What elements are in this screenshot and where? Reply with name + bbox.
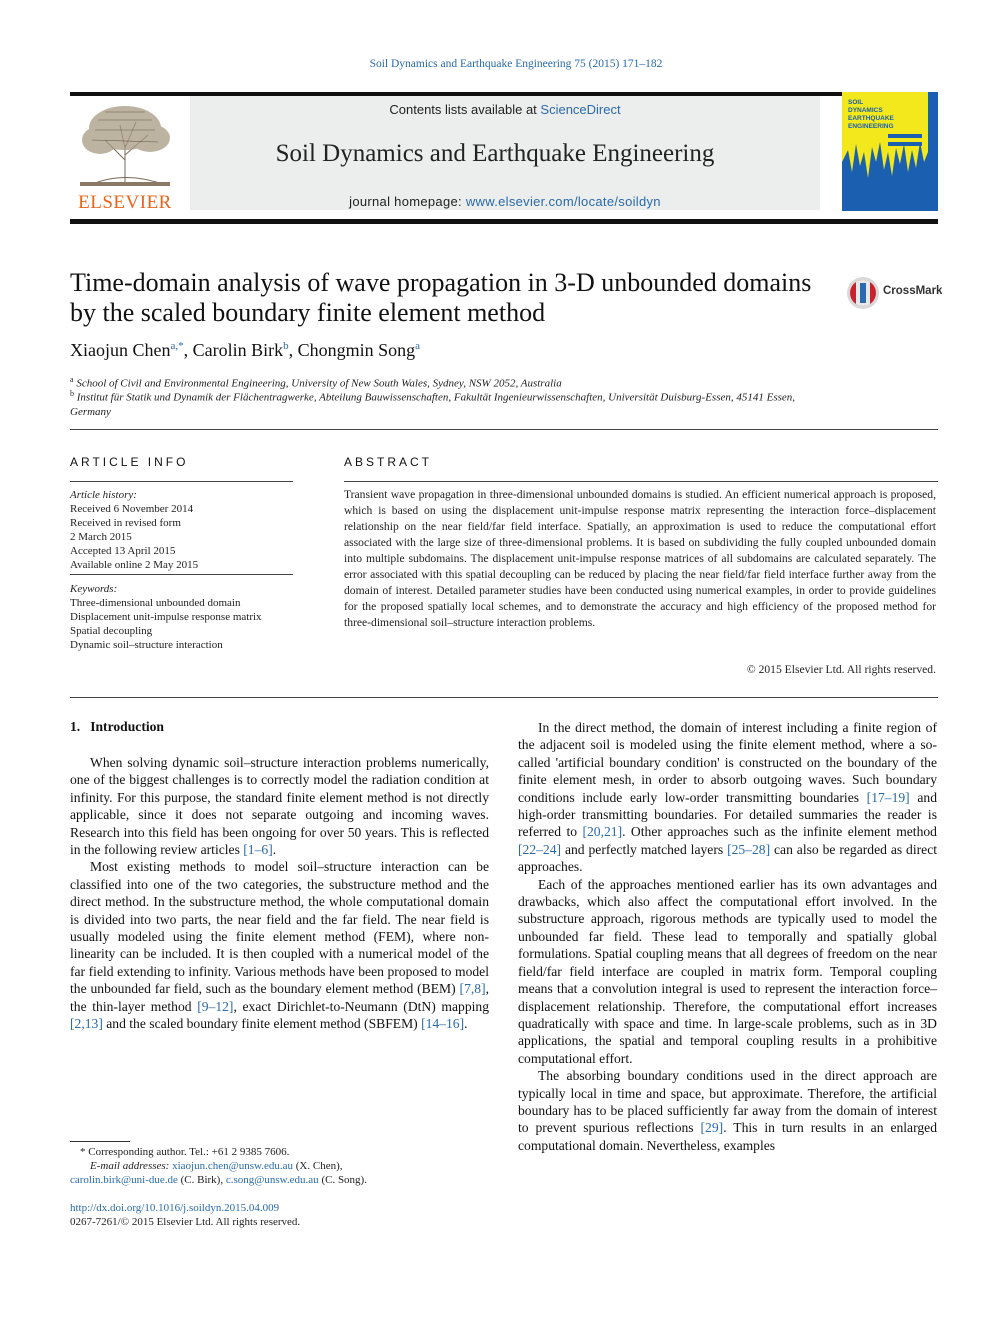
citation-link[interactable]: [1–6] — [243, 842, 273, 858]
sciencedirect-link[interactable]: ScienceDirect — [540, 102, 621, 117]
paragraph — [518, 719, 937, 876]
text-run: can also be regarded as direct approaches. — [518, 841, 937, 875]
journal-title: Soil Dynamics and Earthquake Engineering — [275, 140, 715, 167]
author-name: Chongmin Song — [297, 340, 416, 360]
author-name: Carolin Birk — [192, 340, 284, 360]
article-info-heading: ARTICLE INFO — [70, 455, 189, 469]
right-column — [518, 719, 937, 1154]
contents-line — [190, 102, 820, 117]
email-owner: (C. Song). — [318, 1174, 367, 1186]
affil-text: School of Civil and Environmental Engineering, University of New South Wales, Sydney, NSW 2052, Australia — [76, 377, 562, 390]
author-name: Xiaojun Chen — [70, 340, 171, 360]
article-title: Time-domain analysis of wave propagation in 3-D unbounded domains by the scaled boundary finite element method — [70, 268, 812, 327]
article-history — [70, 488, 300, 572]
text-run: . — [272, 842, 277, 858]
cover-line1: SOIL — [848, 99, 864, 106]
cover-line4: ENGINEERING — [848, 123, 894, 130]
doi-link[interactable]: http://dx.doi.org/10.1016/j.soildyn.2015.04.009 — [70, 1202, 280, 1214]
divider — [70, 697, 938, 698]
crossmark-button[interactable] — [846, 276, 942, 310]
email-link[interactable]: xiaojun.chen@unsw.edu.au — [172, 1160, 294, 1172]
cover-line3: EARTHQUAKE — [848, 115, 894, 122]
history-label: Article history: — [70, 489, 137, 501]
cover-line2: DYNAMICS — [848, 107, 883, 114]
citation-link[interactable]: [7,8] — [459, 981, 486, 997]
paragraph: Each of the approaches mentioned earlier has its own advantages and drawbacks, which also affect the computational effort involved. In the substructure approach, rigorous methods are typically used to model the unbounded far field. These lead to temporally and spatially global formulations. Spatial coupling means that all degrees of freedom on the near field/far field interface are coupled in matrix form. Temporal coupling means that a convolution integral is used to represent the interaction force–displacement relationship. Therefore, the computational effort increases quadratically with space and time. In large-scale problems, such as in 3D applications, the spatial and temporal coupling results in a prohibitive computational effort. — [518, 876, 937, 1066]
paragraph — [70, 754, 489, 858]
elsevier-tree-icon — [70, 100, 180, 212]
email-label: E-mail addresses: — [90, 1160, 173, 1172]
email-line — [70, 1159, 490, 1173]
divider — [70, 574, 293, 575]
text-run: and the scaled boundary finite element method (SBFEM) — [102, 1016, 422, 1032]
citation-link[interactable]: [14–16] — [421, 1016, 465, 1032]
abstract-copyright: © 2015 Elsevier Ltd. All rights reserved. — [746, 663, 936, 676]
author-affil-mark[interactable]: a,* — [170, 340, 184, 352]
citation-link[interactable]: [20,21] — [582, 824, 623, 840]
text-run: and high-order transmitting boundaries. For detailed summaries the reader is referred to — [518, 789, 937, 840]
text-run: , the thin-layer method — [70, 981, 489, 1014]
section-title: Introduction — [90, 719, 164, 734]
contents-prefix: Contents lists available at — [389, 102, 541, 117]
keyword: Displacement unit-impulse response matrix — [70, 611, 262, 623]
email-link[interactable]: c.song@unsw.edu.au — [225, 1174, 319, 1186]
author-separator: , — [288, 340, 298, 360]
homepage-prefix: journal homepage: — [349, 194, 466, 209]
divider — [344, 481, 938, 482]
footnotes — [70, 1145, 490, 1187]
text-run: In the direct method, the domain of interest including a finite region of the adjacent soil is modeled using the finite element method, where a so-called 'artificial boundary condition' is constructed on the boundary of the finite element mesh, in order to absorb outgoing waves. Such boundary conditions include early low-order transmitting boundaries — [518, 720, 937, 805]
keyword: Spatial decoupling — [70, 625, 153, 637]
section-number: 1. — [70, 719, 81, 734]
history-item: Received 6 November 2014 — [70, 503, 194, 515]
text-run: Most existing methods to model soil–structure interaction can be classified into one of the two categories, the substructure method and the direct method. In the substructure method, the whole computational domain is divided into two parts, the near field and the far field. The near field is usually modeled using the finite element method (FEM), where non-linearity can be included. It is then coupled with a numerical model of the far field extending to infinity. Various methods have been proposed to model the unbounded far field, such as the boundary element method (BEM) — [70, 859, 489, 997]
history-item: Received in revised form — [70, 517, 181, 529]
journal-banner — [190, 96, 820, 210]
email-line — [70, 1173, 490, 1187]
citation-link[interactable]: [2,13] — [70, 1016, 103, 1032]
citation-link[interactable]: [9–12] — [197, 998, 234, 1014]
text-run: and perfectly matched layers — [561, 841, 728, 857]
author-affil-mark[interactable]: a — [415, 340, 421, 352]
keyword: Three-dimensional unbounded domain — [70, 597, 241, 609]
doi-block — [70, 1201, 300, 1229]
divider — [70, 481, 293, 482]
citation-link[interactable]: [22–24] — [518, 841, 562, 857]
affil-text: Institut für Statik und Dynamik der Flächentragwerke, Abteilung Bauwissenschaften, Fakultät Ingenieurwissenschaften, Universität Duisburg-Essen, 45141 Essen, Germany — [70, 391, 796, 418]
citation-link[interactable]: [29] — [700, 1120, 724, 1136]
affiliation-b — [70, 387, 830, 419]
abstract-heading: ABSTRACT — [344, 455, 433, 469]
text-run: . — [464, 1016, 468, 1032]
keywords-label: Keywords: — [70, 583, 118, 595]
crossmark-icon — [846, 276, 880, 310]
text-run: The absorbing boundary conditions used in the direct approach are typically local in time and space, but approximate. Therefore, the artificial boundary has to be placed sufficiently far away from the domain of interest to prevent spurious reflections — [518, 1068, 937, 1136]
section-heading — [70, 719, 174, 735]
left-column — [70, 754, 489, 1033]
paragraph — [518, 1067, 937, 1154]
author-separator: , — [183, 340, 193, 360]
divider — [70, 429, 938, 430]
keywords-block — [70, 582, 300, 652]
citation-link[interactable]: [25–28] — [727, 841, 771, 857]
email-link[interactable]: carolin.birk@uni-due.de — [70, 1174, 178, 1186]
homepage-link[interactable]: www.elsevier.com/locate/soildyn — [465, 194, 661, 209]
journal-cover[interactable] — [842, 92, 938, 211]
citation-link[interactable]: [17–19] — [866, 789, 910, 805]
email-owner: (C. Birk), — [177, 1174, 226, 1186]
author-affil-mark[interactable]: b — [283, 340, 289, 352]
text-run: When solving dynamic soil–structure interaction problems numerically, one of the biggest challenges is to correctly model the radiation condition at infinity. For this purpose, the standard finite element method is not directly applicable, since it does not separate outgoing and incoming waves. Research into this field has been ongoing for over 50 years. This is reflected in the following review articles — [70, 755, 489, 858]
history-item: 2 March 2015 — [70, 531, 132, 543]
cover-image-icon — [842, 92, 938, 211]
affil-mark: b — [70, 389, 74, 398]
header-bottom-rule — [70, 219, 938, 224]
journal-citation[interactable]: Soil Dynamics and Earthquake Engineering 75 (2015) 171–182 — [369, 58, 663, 70]
keyword: Dynamic soil–structure interaction — [70, 639, 223, 651]
text-run: . This in turn results in an enlarged computational domain. Nevertheless, examples — [518, 1120, 937, 1153]
affil-mark: a — [70, 375, 74, 384]
crossmark-label: CrossMark — [883, 285, 943, 297]
footnote-rule — [70, 1141, 130, 1142]
author-list — [70, 340, 420, 361]
paragraph — [70, 858, 489, 1032]
history-item: Available online 2 May 2015 — [70, 559, 199, 571]
issn-line: 0267-7261/© 2015 Elsevier Ltd. All rights reserved. — [70, 1216, 301, 1228]
text-run: , exact Dirichlet-to-Neumann (DtN) mapping — [233, 998, 489, 1014]
homepage-line — [190, 194, 820, 209]
publisher-wordmark: ELSEVIER — [78, 192, 172, 212]
corresponding-author-note: * Corresponding author. Tel.: +61 2 9385 7606. — [80, 1146, 290, 1158]
text-run: . Other approaches such as the infinite element method — [622, 824, 937, 840]
history-item: Accepted 13 April 2015 — [70, 545, 176, 557]
elsevier-logo — [70, 100, 180, 212]
abstract-text: Transient wave propagation in three-dimensional unbounded domains is studied. An efficient numerical approach is proposed, which is based on using the displacement unit-impulse response matrix representing the interaction force–displacement relationship on the near field/far field interface. Spatially, an approximation is used to reduce the computational effort associated with the large size of three-dimensional problems. It is based on subdividing the fully coupled unbounded domain into multiple subdomains. The displacement unit-impulse response matrices of all subdomains are calculated separately. The error associated with this spatial decoupling can be reduced by placing the near field/far field interface further away from the domain of interest. Detailed parameter studies have been conducted using numerical examples, in order to provide guidelines for the proposed spatially local schemes, and to demonstrate the accuracy and high efficiency of the proposed method for three-dimensional soil–structure interaction problems. — [344, 488, 936, 629]
email-owner: (X. Chen), — [293, 1160, 343, 1172]
